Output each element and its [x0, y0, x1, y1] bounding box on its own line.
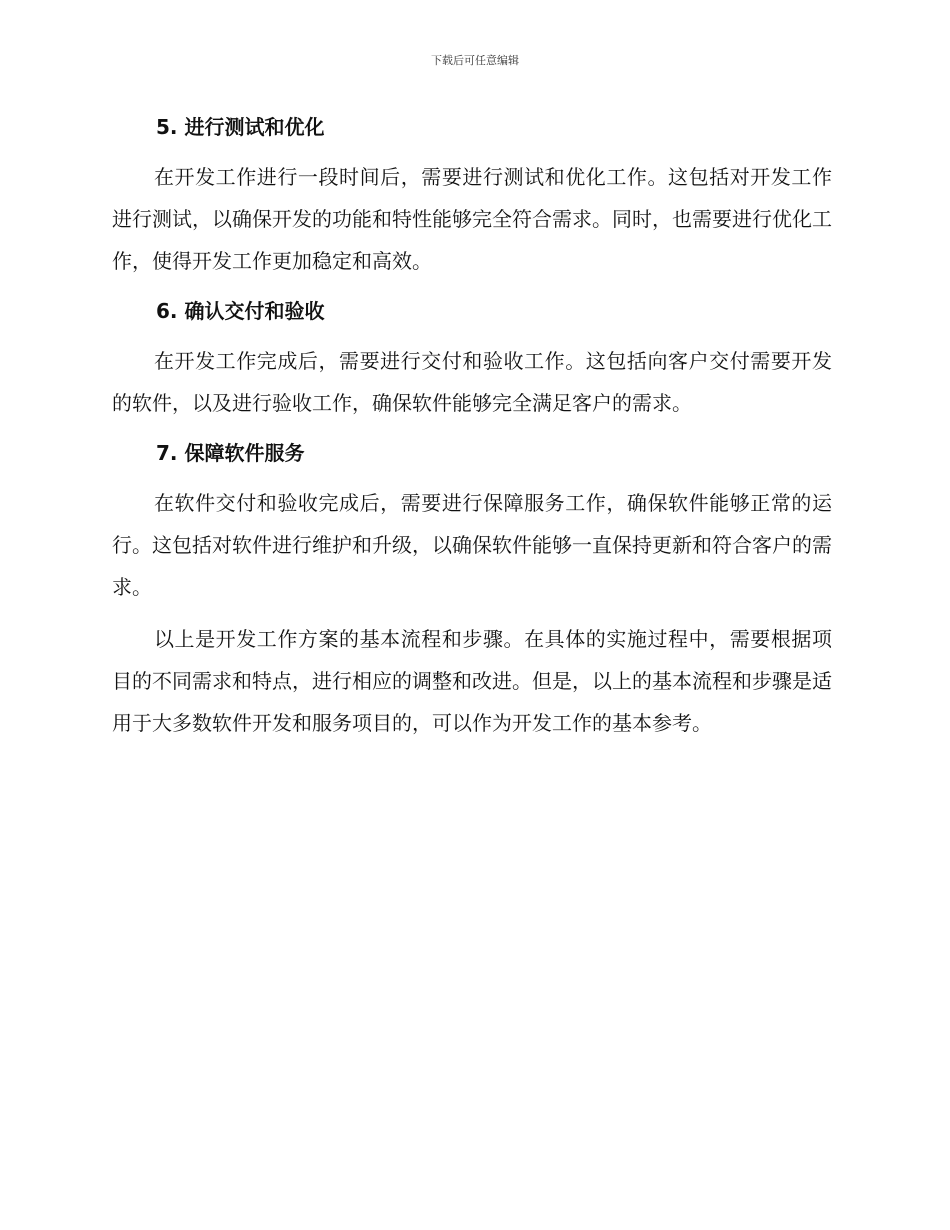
conclusion-paragraph: 以上是开发工作方案的基本流程和步骤。在具体的实施过程中，需要根据项目的不同需求和特点，进行相应的调整和改进。但是，以上的基本流程和步骤是适用于大多数软件开发和服务项目的，可以作为开发工作的基本参考。	[112, 627, 832, 735]
section-heading-5: 5. 进行测试和优化	[156, 115, 325, 139]
section-paragraph-7: 在软件交付和验收完成后，需要进行保障服务工作，确保软件能够正常的运行。这包括对软件进行维护和升级，以确保软件能够一直保持更新和符合客户的需求。	[112, 491, 832, 599]
section-paragraph-5: 在开发工作进行一段时间后，需要进行测试和优化工作。这包括对开发工作进行测试，以确保开发的功能和特性能够完全符合需求。同时，也需要进行优化工作，使得开发工作更加稳定和高效。	[112, 165, 832, 273]
section-heading-7: 7. 保障软件服务	[156, 441, 305, 465]
document-body	[112, 108, 832, 744]
page-header: 下载后可任意编辑	[431, 54, 519, 67]
section-heading-6: 6. 确认交付和验收	[156, 299, 325, 323]
section-paragraph-6: 在开发工作完成后，需要进行交付和验收工作。这包括向客户交付需要开发的软件，以及进行验收工作，确保软件能够完全满足客户的需求。	[112, 349, 832, 415]
